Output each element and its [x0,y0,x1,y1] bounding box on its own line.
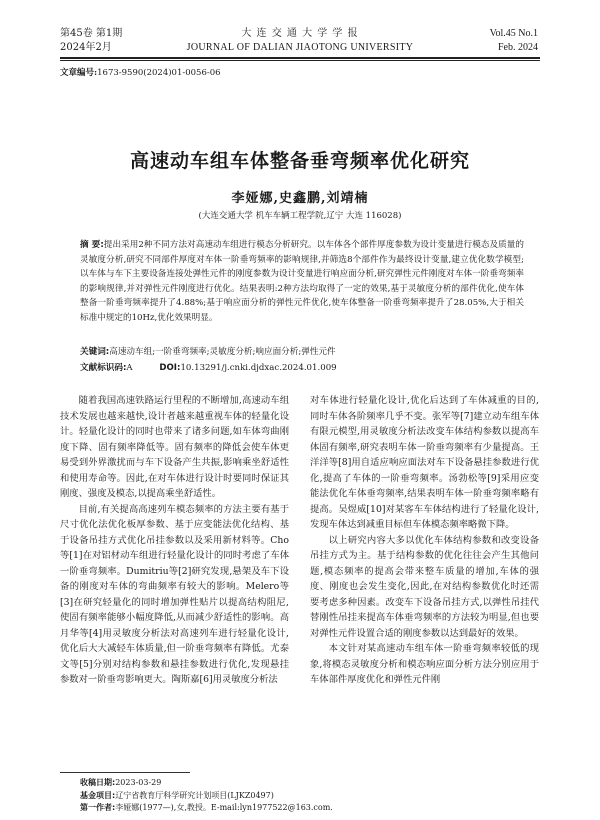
keywords [80,345,524,359]
paper-authors: 李娅娜,史鑫鹏,刘靖楠 [231,191,369,206]
header-rule-thin [60,60,540,61]
fund-value: 辽宁省教育厅科学研究计划项目(LJKZ0497) [115,790,274,800]
received-label: 收稿日期: [80,778,116,787]
doi-label: DOI: [159,363,181,373]
fund-info [80,790,333,803]
footnotes [80,777,333,815]
paper-affiliation: (大连交通大学 机车车辆工程学院,辽宁 大连 116028) [198,211,402,221]
classification-line [80,361,524,375]
received-value: 2023-03-29 [115,778,162,787]
body-paragraph: 目前,有关提高高速列车模态频率的方法主要有基于尺寸优化法优化板厚参数、基于应变能法优化结构、基于设备吊挂方式优化吊挂参数以及采用新材料等。Cho等[1]在对铝材动车组进行轻量化设计的同时考虑了车体一阶垂弯频率。Dumitriu等[2]研究发现,悬架及车下设备的刚度对车体的弯曲频率有较大的影响。Melero等[3]在研究轻量化的同时增加弹性贴片以提高结构阻尼,使固有频率能够小幅度降低,从而减少舒适性的影响。高月华等[4]用灵敏度分析法对高速列车进行轻量化设计,优化后大大减轻车体质量,但一阶垂弯频率有降低。尤泰文等[5]分别对结构参数和悬挂参数进行优化,发现悬挂参数对一阶垂弯影响更大。陶斯嘉[6]用灵敏度分析法 [60,503,289,685]
footnote-rule [60,772,190,773]
journal-issue-info [60,27,122,55]
article-number-value: 1673-9590(2024)01-0056-06 [97,68,221,78]
issue-date: 2024年2月 [60,42,112,53]
article-number [60,66,221,78]
body-paragraph: 随着我国高速铁路运行里程的不断增加,高速动车组技术发展也越来越快,设计者越来越重视车体的轻量化设计。轻量化设计的同时也带来了诸多问题,如车体弯曲刚度下降、固有频率降低等。固有频率的降低会使车体更易受到外界激扰而与车下设备产生共振,影响乘坐舒适性和使用寿命等。因此,在对车体进行设计时要同时保证其刚度、强度及模态,以提高乘坐舒适性。 [60,395,289,499]
body-paragraph: 本文针对某高速动车组车体一阶垂弯频率较低的现象,将模态灵敏度分析和模态响应面分析方法分别应用于车体部件厚度优化和弹性元件刚 [310,643,539,685]
body-paragraph-continued: 对车体进行轻量化设计,优化后达到了车体减重的目的,同时车体各阶频率几乎不变。张军等[7]建立动车组车体有限元模型,用灵敏度分析法改变车体结构参数以提高车体固有频率,研究表明车体一阶垂弯频率有少量提高。王洋洋等[8]用自适应响应面法对车下设备悬挂参数进行优化,提高了车体的一阶垂弯频率。汤勃松等[9]采用应变能法优化车体垂弯频率,结果表明车体一阶垂弯频率略有提高。吴煜威[10]对某客车车体结构进行了轻量化设计,发现车体达到减重目标但车体模态频率略微下降。 [310,395,539,530]
volume-issue-en: Vol.45 No.1 [489,28,538,39]
body-column-left [60,393,289,688]
issue-date-en: Feb. 2024 [498,42,538,53]
volume-issue: 第45卷 第1期 [60,28,123,39]
paper-title: 高速动车组车体整备垂弯频率优化研究 [129,150,470,172]
journal-name [150,27,450,55]
journal-name-en: JOURNAL OF DALIAN JIAOTONG UNIVERSITY [186,42,414,53]
doc-code-label: 文献标识码: [80,363,127,373]
keywords-text: 高速动车组;一阶垂弯频率;灵敏度分析;响应面分析;弹性元件 [109,347,336,357]
body-paragraph: 以上研究内容大多以优化车体结构参数和改变设备吊挂方式为主。基于结构参数的优化往往会产生其他问题,模态频率的提高会带来整车质量的增加,车体的强度、刚度也会发生变化,因此,在对结构参数优化时还需要考虑多种因素。改变车下设备吊挂方式,以弹性吊挂代替刚性吊挂来提高车体垂弯频率的方法较为明显,但也要对弹性元件设置合适的刚度参数以达到最好的效果。 [310,534,539,639]
journal-issue-info-en [490,27,538,55]
journal-name-cn: 大 连 交 通 大 学 学 报 [241,28,359,39]
header-rule-thick [60,57,540,59]
fund-label: 基金项目: [80,790,116,800]
abstract-label: 摘 要: [80,240,104,250]
abstract [80,238,524,326]
abstract-text: 提出采用2种不同方法对高速动车组进行模态分析研究。以车体各个部件厚度参数为设计变量进行模态及质量的灵敏度分析,研究不同部件厚度对车体一阶垂弯频率的影响规律,并筛选8个部件作为最终设计变量,建立优化数学模型;以车体与车下主要设备连接处弹性元件的刚度参数为设计变量进行响应面分析,研究弹性元件刚度对车体一阶垂弯频率的影响规律,并对弹性元件刚度进行优化。结果表明:2种方法均取得了一定的效果,基于灵敏度分析的部件优化,使车体整备一阶垂弯频率提升了4.88%;基于响应面分析的弹性元件优化,使车体整备一阶垂弯频率提升了28.05%,大于相关标准中规定的10Hz,优化效果明显。 [80,240,524,323]
first-author-value: 李娅娜(1977—),女,教授。E-mail:lyn1977522@163.com. [115,803,333,812]
first-author-info [80,802,333,815]
received-date [80,777,333,790]
doi-value: 10.13291/j.cnki.djdxac.2024.01.009 [180,363,337,373]
keywords-label: 关键词: [80,347,110,357]
body-column-right [310,393,539,688]
first-author-label: 第一作者: [80,803,116,812]
article-number-label: 文章编号: [60,68,98,78]
doc-code-value: A [126,363,133,373]
